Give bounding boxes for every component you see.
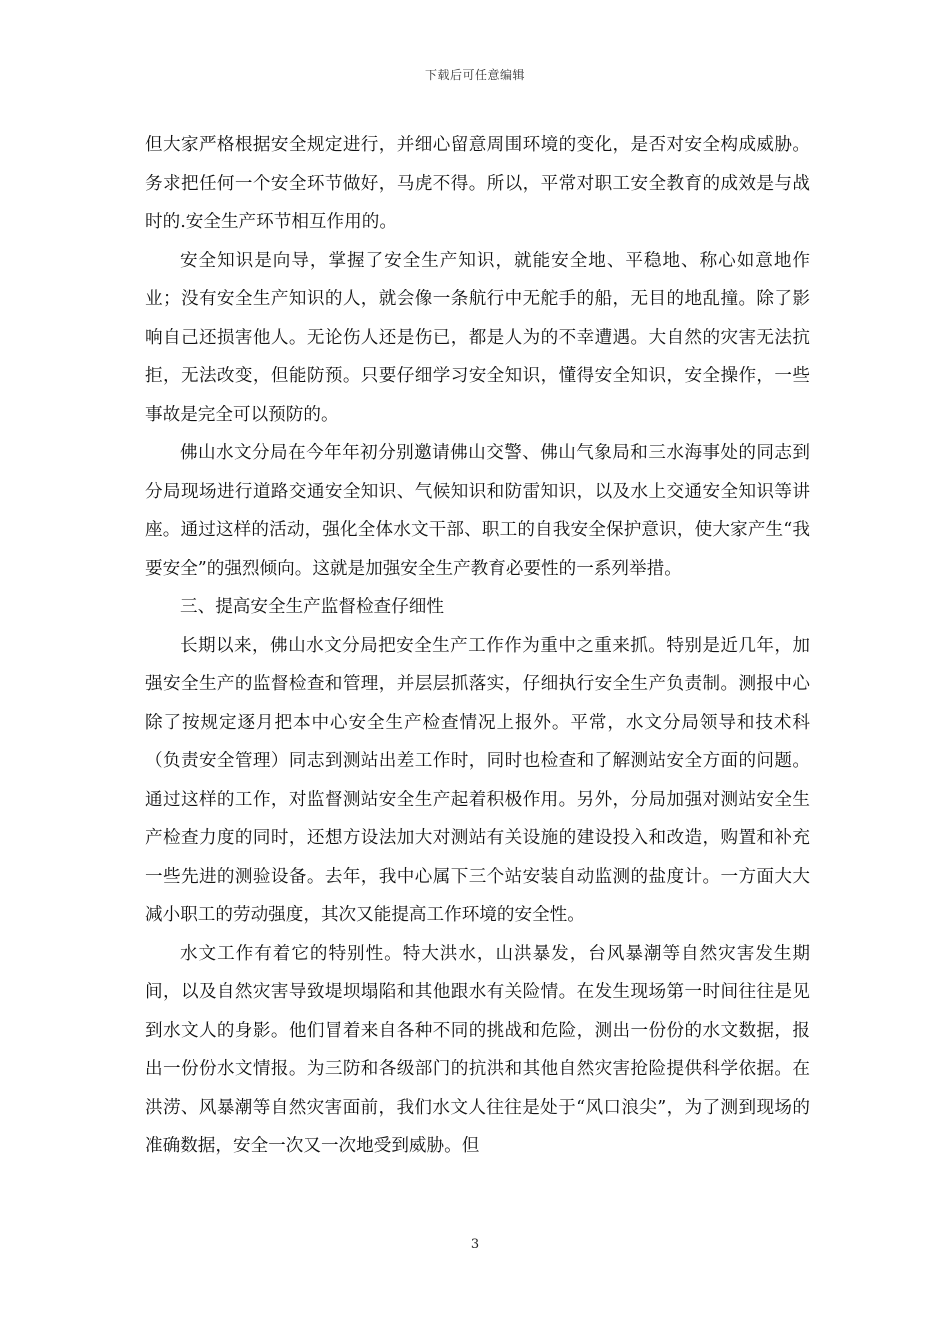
paragraph-safety-knowledge: 安全知识是向导，掌握了安全生产知识，就能安全地、平稳地、称心如意地作业；没有安全生产知识的人，就会像一条航行中无舵手的船，无目的地乱撞。除了影响自己还损害他人。无论伤人还是伤已，都是人为的不幸遭遇。大自然的灾害无法抗拒，无法改变，但能防预。只要仔细学习安全知识，懂得安全知识，安全操作，一些事故是完全可以预防的。 <box>145 250 810 425</box>
paragraph-hydrology-work: 水文工作有着它的特别性。特大洪水，山洪暴发，台风暴潮等自然灾害发生期间，以及自然灾害导致堤坝塌陷和其他跟水有关险情。在发生现场第一时间往往是见到水文人的身影。他们冒着来自各种不同的挑战和危险，测出一份份的水文数据，报出一份份水文情报。为三防和各级部门的抗洪和其他自然灾害抢险提供科学依据。在洪涝、风暴潮等自然灾害面前，我们水文人往往是处于“风口浪尖”，为了测到现场的准确数据，安全一次又一次地受到威胁。但 <box>145 943 810 1156</box>
page-number: 3 <box>470 1237 480 1252</box>
section-heading: 三、提高安全生产监督检查仔细性 <box>180 597 444 617</box>
document-body <box>145 126 810 1166</box>
page-header: 下载后可任意编辑 <box>424 68 525 82</box>
paragraph-continuation: 但大家严格根据安全规定进行，并细心留意周围环境的变化，是否对安全构成威胁。务求把任何一个安全环节做好，马虎不得。所以，平常对职工安全教育的成效是与战时的.安全生产环节相互作用的。 <box>145 135 810 232</box>
paragraph-foshan-lectures: 佛山水文分局在今年年初分别邀请佛山交警、佛山气象局和三水海事处的同志到分局现场进行道路交通安全知识、气候知识和防雷知识，以及水上交通安全知识等讲座。通过这样的活动，强化全体水文干部、职工的自我安全保护意识，使大家产生“我要安全”的强烈倾向。这就是加强安全生产教育必要性的一系列举措。 <box>145 443 810 579</box>
paragraph-supervision: 长期以来，佛山水文分局把安全生产工作作为重中之重来抓。特别是近几年，加强安全生产的监督检查和管理，并层层抓落实，仔细执行安全生产负责制。测报中心除了按规定逐月把本中心安全生产检查情况上报外。平常，水文分局领导和技术科（负责安全管理）同志到测站出差工作时，同时也检查和了解测站安全方面的问题。通过这样的工作，对监督测站安全生产起着积极作用。另外，分局加强对测站安全生产检查力度的同时，还想方设法加大对测站有关设施的建设投入和改造，购置和补充一些先进的测验设备。去年，我中心属下三个站安装自动监测的盐度计。一方面大大减小职工的劳动强度，其次又能提高工作环境的安全性。 <box>145 635 810 925</box>
